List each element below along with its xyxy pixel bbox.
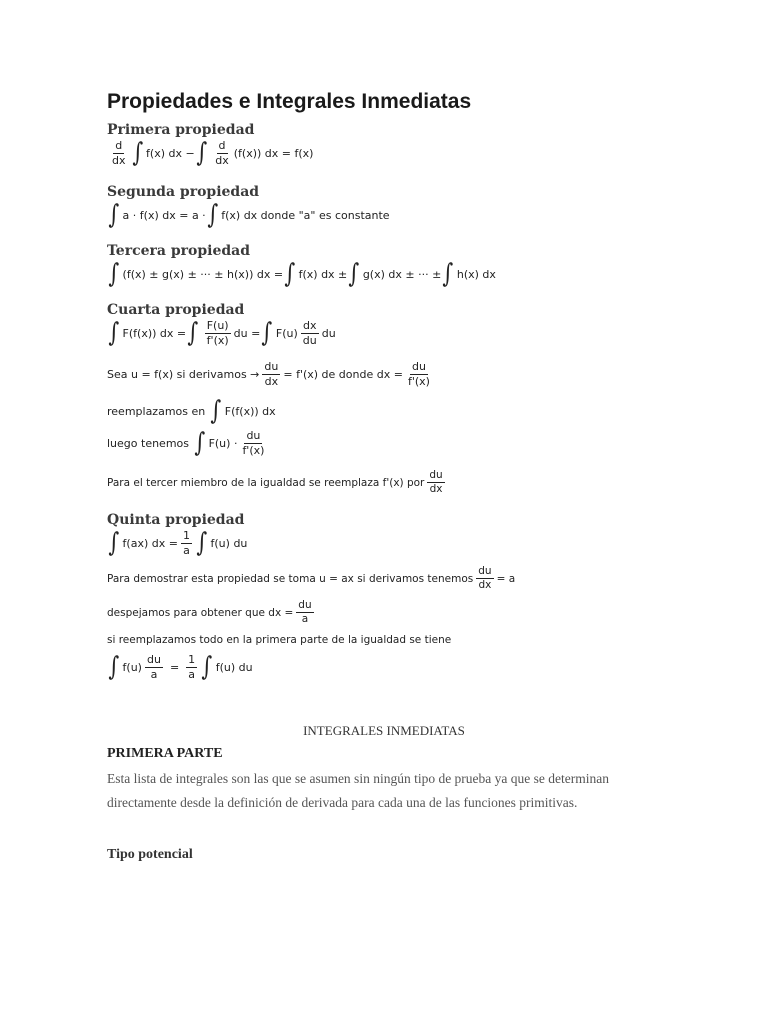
formula-luego-tenemos [107, 428, 269, 459]
formula-text: f(u) du [215, 660, 253, 674]
formula-text: f(x) dx donde "a" es constante [221, 208, 390, 222]
integral-sign: ∫ [348, 259, 360, 289]
heading-tercera-propiedad: Tercera propiedad [107, 243, 251, 259]
numerator: du [264, 360, 279, 373]
denominator: dx [112, 153, 126, 167]
denominator: a [150, 667, 158, 681]
formula-text: f(u) du [210, 536, 248, 550]
numerator: dx [303, 319, 317, 332]
fraction [145, 654, 163, 680]
integral-sign: ∫ [196, 528, 208, 559]
denominator: a [188, 667, 196, 681]
fraction [427, 470, 444, 495]
fraction [213, 140, 231, 166]
formula-cuarta-propiedad [107, 318, 336, 349]
formula-text: F(u) [275, 326, 298, 340]
denominator: du [302, 333, 317, 347]
formula-text: du [321, 326, 336, 340]
integral-sign: ∫ [108, 318, 120, 349]
formula-text: = a [496, 572, 516, 585]
formula-text: Para demostrar esta propiedad se toma u = ax si derivamos tenemos [107, 572, 474, 585]
integral-sign: ∫ [442, 259, 454, 289]
formula-segunda-propiedad [107, 202, 390, 228]
numerator: du [146, 653, 161, 666]
formula-text: du = [233, 326, 261, 340]
formula-text: Sea u = f(x) si derivamos → [107, 367, 260, 381]
numerator: 1 [188, 653, 196, 666]
formula-para-demostrar [107, 566, 515, 591]
integral-sign: ∫ [207, 200, 218, 230]
formula-tercera-propiedad [107, 261, 496, 287]
integral-sign: ∫ [284, 259, 296, 289]
integral-sign: ∫ [196, 138, 207, 169]
formula-text: h(x) dx [456, 267, 496, 281]
denominator: dx [429, 483, 443, 496]
formula-text: F(f(x)) dx = [122, 326, 187, 340]
fraction [262, 361, 280, 387]
denominator: f'(x) [407, 374, 430, 388]
formula-text: luego tenemos [107, 436, 190, 450]
denominator: dx [215, 153, 229, 167]
heading-cuarta-propiedad: Cuarta propiedad [107, 302, 245, 318]
numerator: 1 [182, 529, 190, 542]
formula-tercer-miembro [107, 470, 448, 495]
integral-sign: ∫ [261, 318, 273, 349]
numerator: du [427, 470, 444, 483]
integral-sign: ∫ [108, 200, 120, 230]
integral-sign: ∫ [201, 652, 213, 683]
fraction [301, 320, 319, 346]
heading-quinta-propiedad: Quinta propiedad [107, 512, 245, 528]
integral-sign: ∫ [131, 138, 143, 169]
formula-sea-u [107, 361, 435, 387]
formula-text: f(u) [122, 660, 142, 674]
fraction [205, 320, 231, 346]
numerator: du [476, 566, 493, 579]
formula-text: a · f(x) dx = a · [122, 208, 206, 222]
section-title: INTEGRALES INMEDIATAS [303, 723, 465, 738]
formula-text: (f(x) ± g(x) ± ··· ± h(x)) dx = [122, 267, 284, 281]
fraction [186, 654, 197, 680]
denominator: a [301, 613, 309, 626]
formula-quinta-propiedad [107, 528, 248, 559]
fraction [240, 430, 266, 456]
numerator: F(u) [206, 319, 229, 332]
integral-sign: ∫ [194, 428, 206, 459]
formula-text: = f'(x) de donde dx = [283, 367, 403, 381]
formula-resultado-quinta [107, 652, 253, 683]
page-title: Propiedades e Integrales Inmediatas [107, 90, 472, 113]
heading-segunda-propiedad: Segunda propiedad [107, 184, 260, 200]
intro-paragraph: Esta lista de integrales son las que se asumen sin ningún tipo de prueba ya que se determinan directamente desde la definición de derivada para cada una de las funciones primitivas. [107, 771, 609, 810]
formula-text: F(u) · [208, 436, 238, 450]
denominator: f'(x) [206, 333, 229, 347]
fraction [181, 530, 192, 556]
denominator: dx [478, 579, 492, 592]
fraction [110, 140, 128, 166]
formula-text: Para el tercer miembro de la igualdad se reemplaza f'(x) por [107, 476, 425, 489]
heading-primera-propiedad: Primera propiedad [107, 122, 255, 138]
formula-primera-propiedad [107, 138, 314, 169]
fraction [406, 361, 432, 387]
denominator: f'(x) [242, 443, 265, 457]
numerator: d [218, 139, 226, 152]
fraction [476, 566, 493, 591]
formula-text: f(x) dx ± [298, 267, 348, 281]
formula-text: (f(x)) dx = f(x) [233, 146, 314, 160]
formula-text: reemplazamos en [107, 404, 206, 418]
integral-sign: ∫ [187, 318, 199, 349]
formula-si-reemplazamos: si reemplazamos todo en la primera parte de la igualdad se tiene [107, 634, 452, 646]
formula-text: f(ax) dx = [122, 536, 178, 550]
numerator: du [296, 600, 313, 613]
subsection-tipo-potencial: Tipo potencial [107, 847, 193, 862]
integral-sign: ∫ [108, 652, 120, 683]
formula-text: F(f(x)) dx [224, 404, 276, 418]
subsection-primera-parte: PRIMERA PARTE [107, 746, 223, 761]
formula-text: = [169, 660, 180, 674]
denominator: a [183, 543, 190, 557]
numerator: du [246, 429, 261, 442]
fraction [296, 600, 313, 625]
integral-sign: ∫ [210, 396, 222, 426]
integral-sign: ∫ [108, 259, 120, 289]
formula-text: g(x) dx ± ··· ± [362, 267, 442, 281]
formula-despejamos [107, 600, 317, 625]
formula-text: despejamos para obtener que dx = [107, 606, 294, 619]
denominator: dx [264, 374, 279, 388]
integral-sign: ∫ [108, 528, 120, 559]
numerator: d [115, 139, 123, 152]
formula-reemplazamos [107, 398, 276, 424]
numerator: du [411, 360, 426, 373]
formula-text: f(x) dx − [146, 146, 195, 160]
